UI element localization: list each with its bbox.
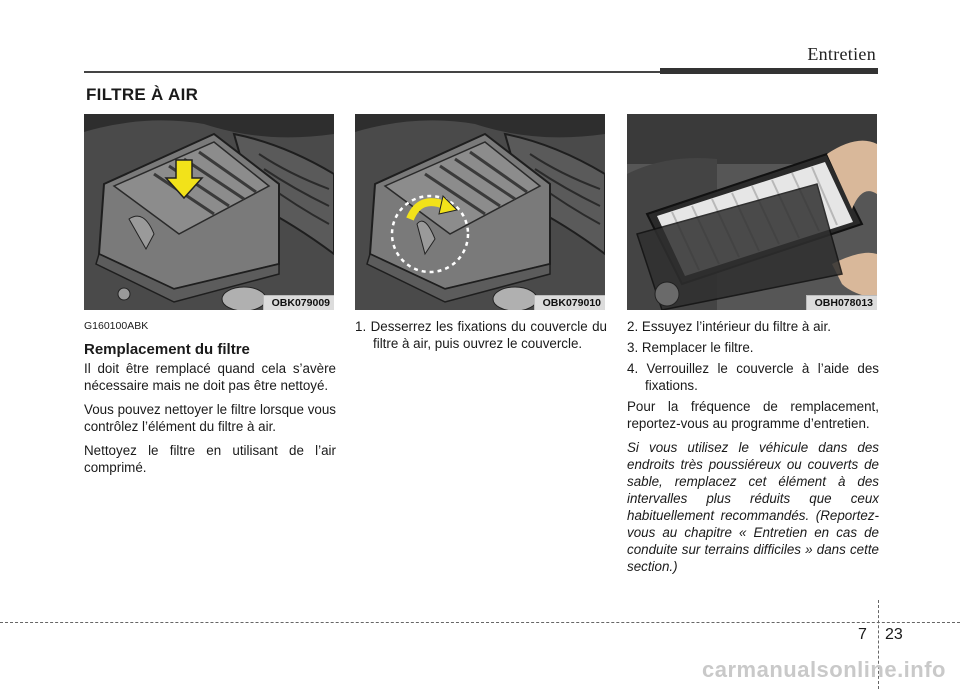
figure-air-filter-housing — [84, 114, 334, 310]
figure-caption: OBH078013 — [806, 295, 877, 310]
filter-photo-illustration — [627, 114, 877, 310]
step-item: 1. Desserrez les fixations du couvercle du filtre à air, puis ouvrez le couvercle. — [355, 319, 607, 351]
column-1 — [84, 318, 336, 483]
engine-bay-illustration — [355, 114, 605, 310]
subsection-heading: Remplacement du filtre — [84, 341, 250, 358]
header-section-title: Entretien — [807, 44, 876, 64]
step-item: 2. Essuyez l’intérieur du filtre à air. — [627, 319, 831, 334]
figure-caption: OBK079010 — [534, 295, 605, 310]
paragraph: Nettoyez le filtre en utilisant de l’air comprimé. — [84, 443, 336, 475]
watermark: carmanualsonline.info — [702, 657, 946, 682]
paragraph: Pour la fréquence de remplacement, reportez-vous au programme d’entretien. — [627, 399, 879, 431]
column-2 — [355, 318, 607, 356]
reference-code: G160100ABK — [84, 320, 149, 332]
paragraph: Vous pouvez nettoyer le filtre lorsque vous contrôlez l’élément du filtre à air. — [84, 402, 336, 434]
chapter-number: 7 — [858, 626, 867, 643]
figure-filter-replacement-photo — [627, 114, 877, 310]
page-number: 23 — [885, 626, 903, 643]
figure-caption: OBK079009 — [263, 295, 334, 310]
header-rule-accent — [660, 68, 878, 74]
column-3 — [627, 318, 879, 588]
step-item: 3. Remplacer le filtre. — [627, 340, 754, 355]
header-rule — [84, 71, 664, 73]
figure-cover-clips — [355, 114, 605, 310]
engine-bay-illustration — [84, 114, 334, 310]
section-title: FILTRE À AIR — [86, 85, 199, 104]
paragraph: Il doit être remplacé quand cela s’avère nécessaire mais ne doit pas être nettoyé. — [84, 361, 336, 393]
step-item: 4. Verrouillez le couvercle à l’aide des fixations. — [627, 361, 879, 393]
italic-note: Si vous utilisez le véhicule dans des endroits très poussiéreux ou couverts de sable, remplacez cet élément à des intervalles plus réduits que ceux habituellement recommandés. (Reportez-vous au chapitre « Entretien en cas de conduite sur terrains difficiles » dans cette section.) — [627, 440, 879, 574]
footer-rule — [0, 622, 960, 623]
